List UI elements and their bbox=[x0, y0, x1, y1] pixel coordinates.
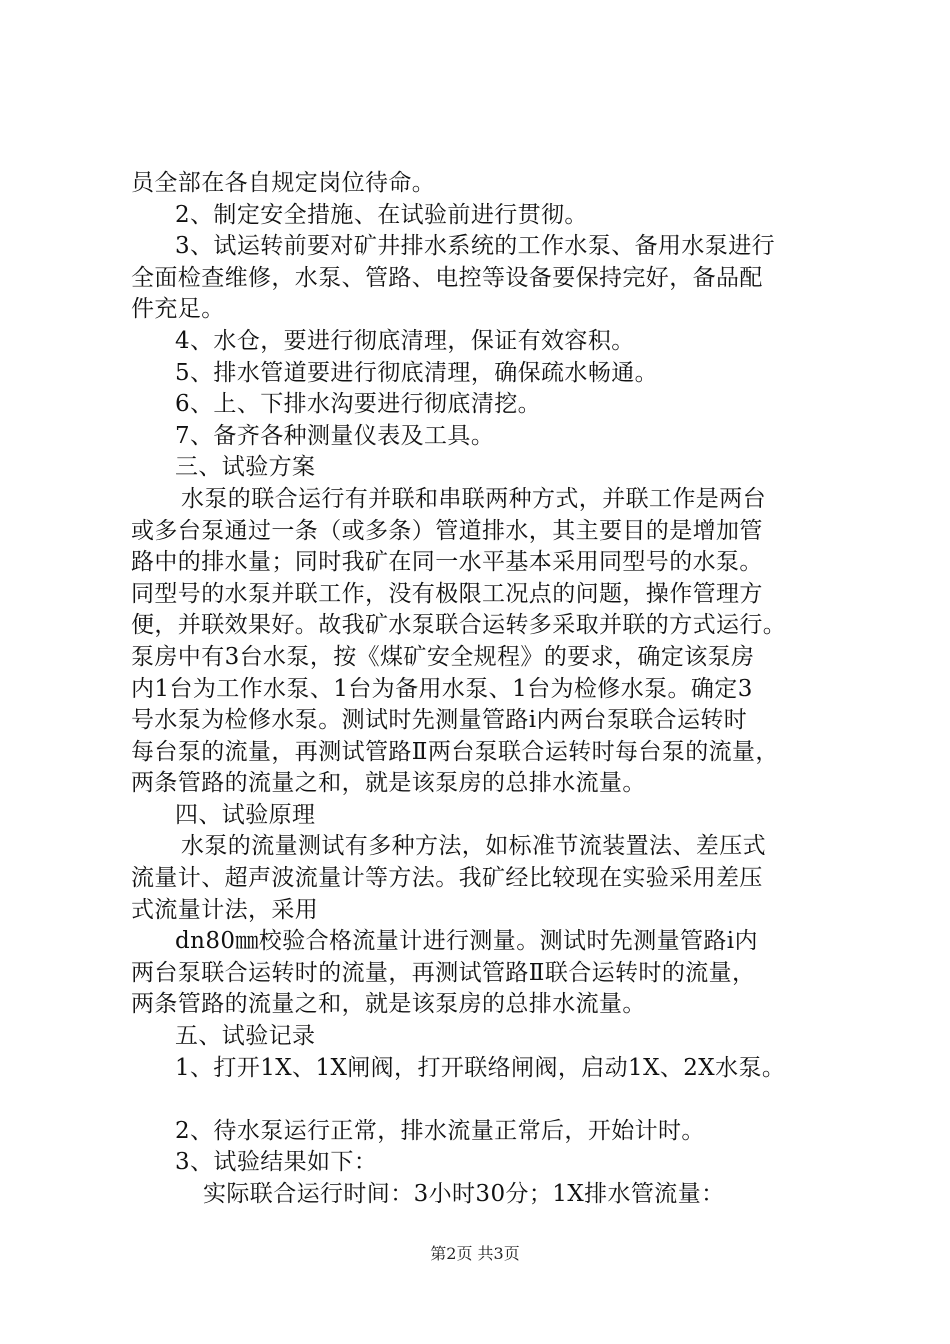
list-item-2: 2、待水泵运行正常，排水流量正常后，开始计时。 bbox=[175, 1117, 705, 1144]
text-line: 便，并联效果好。故我矿水泵联合运转多采取并联的方式运行。 bbox=[131, 612, 787, 639]
list-item-3: 3、试运转前要对矿井排水系统的工作水泵、备用水泵进行 bbox=[175, 233, 776, 260]
list-item-7: 7、备齐各种测量仪表及工具。 bbox=[175, 422, 495, 449]
text-line: 两条管路的流量之和，就是该泵房的总排水流量。 bbox=[131, 770, 646, 797]
text-line: 号水泵为检修水泵。测试时先测量管路ⅰ内两台泵联合运转时 bbox=[131, 707, 748, 734]
blank-line bbox=[131, 1084, 831, 1116]
text-line: 每台泵的流量，再测试管路Ⅱ两台泵联合运转时每台泵的流量， bbox=[131, 738, 779, 765]
text-line: 泵房中有3台水泵，按《煤矿安全规程》的要求，确定该泵房 bbox=[131, 643, 755, 670]
text-line: 两台泵联合运转时的流量，再测试管路Ⅱ联合运转时的流量， bbox=[131, 959, 756, 986]
list-item-6: 6、上、下排水沟要进行彻底清挖。 bbox=[175, 391, 542, 418]
section-heading-5: 五、试验记录 bbox=[175, 1023, 316, 1050]
text-line: 员全部在各自规定岗位待命。 bbox=[131, 170, 436, 196]
body-text bbox=[131, 168, 831, 1211]
text-line: 同型号的水泵并联工作，没有极限工况点的问题，操作管理方 bbox=[131, 580, 763, 607]
text-line: 内1台为工作水泵、1台为备用水泵、1台为检修水泵。确定3 bbox=[131, 675, 753, 702]
text-line: 全面检查维修，水泵、管路、电控等设备要保持完好，备品配 bbox=[131, 264, 763, 291]
text-line: 流量计、超声波流量计等方法。我矿经比较现在实验采用差压 bbox=[131, 865, 763, 892]
list-item-1: 1、打开1X、1X闸阀，打开联络闸阀，启动1X、2X水泵。 bbox=[175, 1054, 786, 1081]
result-line: 实际联合运行时间：3小时30分；1X排水管流量： bbox=[203, 1181, 725, 1207]
section-heading-3: 三、试验方案 bbox=[175, 454, 316, 481]
list-item-5: 5、排水管道要进行彻底清理，确保疏水畅通。 bbox=[175, 359, 659, 386]
list-item-4: 4、水仓，要进行彻底清理，保证有效容积。 bbox=[175, 327, 635, 354]
section-heading-4: 四、试验原理 bbox=[175, 801, 316, 828]
text-line: 或多台泵通过一条（或多条）管道排水，其主要目的是增加管 bbox=[131, 517, 763, 544]
list-item-2: 2、制定安全措施、在试验前进行贯彻。 bbox=[175, 201, 588, 228]
paragraph-start: 水泵的流量测试有多种方法，如标准节流装置法、差压式 bbox=[181, 833, 766, 860]
text-line: 路中的排水量；同时我矿在同一水平基本采用同型号的水泵。 bbox=[131, 549, 763, 576]
page-footer: 第2页 共3页 bbox=[430, 1244, 520, 1263]
paragraph-start: dn80㎜校验合格流量计进行测量。测试时先测量管路ⅰ内 bbox=[175, 928, 758, 955]
text-line: 件充足。 bbox=[131, 296, 225, 323]
text-line: 两条管路的流量之和，就是该泵房的总排水流量。 bbox=[131, 991, 646, 1018]
list-item-3: 3、试验结果如下： bbox=[175, 1149, 378, 1176]
text-line: 式流量计法，采用 bbox=[131, 896, 319, 923]
paragraph-start: 水泵的联合运行有并联和串联两种方式，并联工作是两台 bbox=[181, 485, 766, 512]
